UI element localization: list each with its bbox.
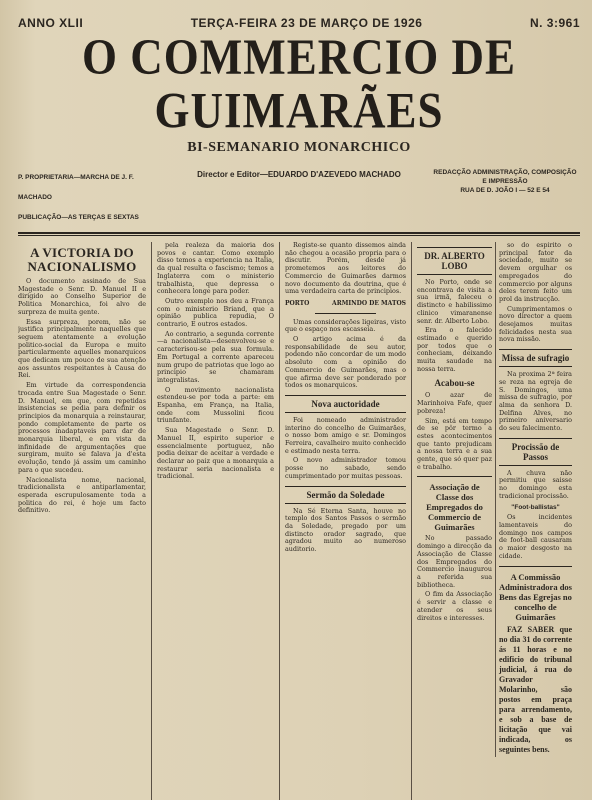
publication-line: PUBLICAÇÃO—AS TERÇAS E SEXTAS <box>18 214 139 221</box>
section-heading: Sermão da Soledade <box>285 486 406 504</box>
paragraph: Registe-se quanto dissemos ainda não chegou a ocasião propria para o discutir. Porém, desde já prometemos aos leitores do Commercio de Guimarães darmos novo documento da doutrina, que é uma verdadeira carta de principios. <box>285 242 406 296</box>
office-line-3: RUA DE D. JOÃO I — 52 E 54 <box>460 187 550 194</box>
section-heading: Missa de sufragio <box>499 349 572 367</box>
header-band <box>18 168 580 228</box>
editor-line: Director e Editor—EDUARDO D'AZEVEDO MACHADO <box>197 170 401 179</box>
paragraph: Ao contrario, a segunda corrente—a nacionalista—desenvolveu-se e caracterisou-se pela sua formula. Em Portugal a corrente apareceu num grupo de patriotas que logo ao principio se chamaram integralistas. <box>157 329 274 384</box>
divider <box>499 566 572 567</box>
paragraph: No Porto, onde se encontrava de visita a sua irmã, faleceu o distincto e habilissimo clinico vimaranense senr. dr. Alberto Lobo. <box>417 278 492 325</box>
section-heading: Acabou-se <box>434 378 475 389</box>
paragraph: Sim, está em tempo de se pôr termo a estes acontecimentos que tanto prejudicam a nossa terra e a sua gente, que só quer paz e trabalho. <box>417 416 492 471</box>
section-heading: Procissão de Passos <box>499 438 572 466</box>
issue-number: N. 3:961 <box>529 16 580 30</box>
publisher-info <box>18 168 168 228</box>
paragraph: O novo administrador tomou posse no sabado, sendo cumprimentado por muitas pessoas. <box>285 456 406 480</box>
owner-line: P. PROPRIETARIA—MARCHA DE J. F. MACHADO <box>18 174 134 201</box>
paragraph: Sua Magestade o Senr. D. Manuel II, espirito superior e essencialmente portuguez, não podia deixar de aceitar a verdade e declarar ao paiz que a monarquia a restaurar seria nacionalista e tradicional. <box>157 426 274 481</box>
paragraph: pela realeza da maioria dos povos e cantar. Como exemplo disso temos a experiencia na Italia, da qual resulta o fascismo; temos a Inglaterra com o ministerio trabalhista, que depressa o conhecera longe para poder. <box>157 242 274 296</box>
column-3 <box>280 242 412 800</box>
newspaper-title: O COMMERCIO DE GUIMARÃES <box>82 29 516 139</box>
paragraph: O movimento nacionalista estendeu-se por toda a parte: em Espanha, em França, na Italia, onde com Mussolini ficou triunfante. <box>157 385 274 425</box>
paragraph: Na Sé Eterna Santa, houve no templo dos Santos Passos o sermão da Soledade, pregado por um distincto orador sagrado, que agradou muito ao numeroso auditorio. <box>285 506 406 554</box>
section-heading: Nova auctoridade <box>285 395 406 413</box>
paragraph: Os incidentes lamentaveis do domingo nos campos de foot-ball causaram o maior desgosto na cidade. <box>499 513 572 560</box>
column-4 <box>412 242 580 800</box>
newspaper-subtitle: BI-SEMANARIO MONARCHICO <box>187 140 411 155</box>
paragraph: O fim da Associação é servir a classe e atender os seus direitos e interesses. <box>417 590 492 622</box>
column-4b <box>496 242 575 757</box>
section-heading: Associação de Classe dos Empregados do Commercio de Guimarães <box>426 482 483 533</box>
divider <box>315 313 376 314</box>
paragraph: Era o falecido estimado e querido por todos que o conheciam, deixando muita saudade na nossa terra. <box>417 326 492 373</box>
lead-headline: A VICTORIA DO NACIONALISMO <box>27 245 137 274</box>
section-heading: "Foot-ballistas" <box>511 503 560 511</box>
paragraph: Em virtude da correspondencia trocada entre Sua Magestade o Senr. D. Manuel, em que, com repetidas insistencias se pedia para definir os principios da monarquia a reinstaurar, pondo completamente de parte os processos inadaptaveis para dar de monarquia liberal, e em vista da infinidade de argumentações que surgiram, muito se falava ja d'esta evolução, tendo já assim um caminho para o que sucedeu. <box>18 381 146 474</box>
column-4a <box>417 242 496 757</box>
notice-text: FAZ SABER que no dia 31 do corrente ás 11 horas e no edificio do tribunal judicial, á rua do Gravador Molarinho, são postos em praça para arrendamento, e sob a base de licitação que vai indicada, os seguintes bens. <box>499 624 572 754</box>
dateline <box>18 16 580 30</box>
divider <box>417 476 492 477</box>
paragraph: Foi nomeado administrador interino do concelho de Guimarães, o nosso bom amigo e sr. Domingos Ferreira, cavalheiro muito conhecido e estimado nesta terra. <box>285 415 406 455</box>
header-rule-thin <box>18 235 580 236</box>
byline <box>285 300 406 308</box>
paragraph: A chuva não permitiu que saisse no domingo esta tradicional procissão. <box>499 468 572 500</box>
column-2 <box>152 242 280 800</box>
paragraph: No passado domingo a direcção da Associação de Classe dos Empregados do Commercio inaugurou a referida sua bibliotheca. <box>417 534 492 589</box>
column-1 <box>18 242 152 800</box>
section-heading: A Commissão Administradora dos Bens das Egrejas no concelho de Guimarães <box>499 571 572 622</box>
section-heading: DR. ALBERTO LOBO <box>417 247 492 275</box>
paragraph: O artigo acima é da responsabilidade de seu autor, podendo não concordar de um modo absoluto com a opinião do Commercio de Guimarães, mas o que afirma deve ser ponderado por todos os monarquicos. <box>285 335 406 390</box>
paragraph: Na proxima 2ª feira se reza na egreja de S. Domingos, uma missa de sufragio, por alma da senhora D. Delfina Alves, no primeiro aniversario do seu falecimento. <box>499 370 572 433</box>
year-label: ANNO XLII <box>18 16 84 30</box>
paragraph: Umas considerações ligeiras, visto que o espaço nos escasseia. <box>285 317 406 334</box>
paragraph: O azar de Marinhoiva Fafe, quer pobreza! <box>417 391 492 415</box>
byline-place: PORTO <box>285 299 310 307</box>
byline-author: ARMINDO DE MATOS <box>332 299 406 307</box>
paragraph: so do espirito o principal fator da sociedade, muito se devem orgulhar os empregados do commercio por alguns deles terem feito um prol da instrucção. <box>499 242 572 303</box>
paragraph: O documento assinado de Sua Magestade o Senr. D. Manuel II e dirigido ao Conselho Superior de Politica Monarchica, foi alvo de surpreza de muita gente. <box>18 277 146 316</box>
office-line-2: E IMPRESSÃO <box>482 178 528 185</box>
paragraph: Cumprimentamos o novo director a quem desejamos muitas felicidades nesta sua nova missão. <box>499 304 572 344</box>
paragraph: Essa surpreza, porem, não se justifica principalmente naquelles que seguem atentamente a evolução politico-social da Europa e muito particularmente aquelles monarquicos que dedicam um pouco de sua atenção aos assuntos respeitantes à Causa do Rei. <box>18 317 146 380</box>
header-rule <box>18 232 580 234</box>
office-line-1: REDACÇÃO ADMINISTRAÇÃO, COMPOSIÇÃO <box>433 169 577 176</box>
paragraph: Nacionalista nome, nacional, tradicionalista e antiparlamentar, esperada escrupulosamente toda a politica do rei, é hoje um facto definitivo. <box>18 475 146 515</box>
office-info <box>430 168 580 228</box>
paragraph: Outro exemplo nos deu a França com o ministerio Briand, que a opinião publica repudia, O contrario, E outros estados. <box>157 296 274 329</box>
article-columns <box>18 242 580 800</box>
date-label: TERÇA-FEIRA 23 DE MARÇO DE 1926 <box>190 16 423 30</box>
column-4-split <box>417 242 575 757</box>
